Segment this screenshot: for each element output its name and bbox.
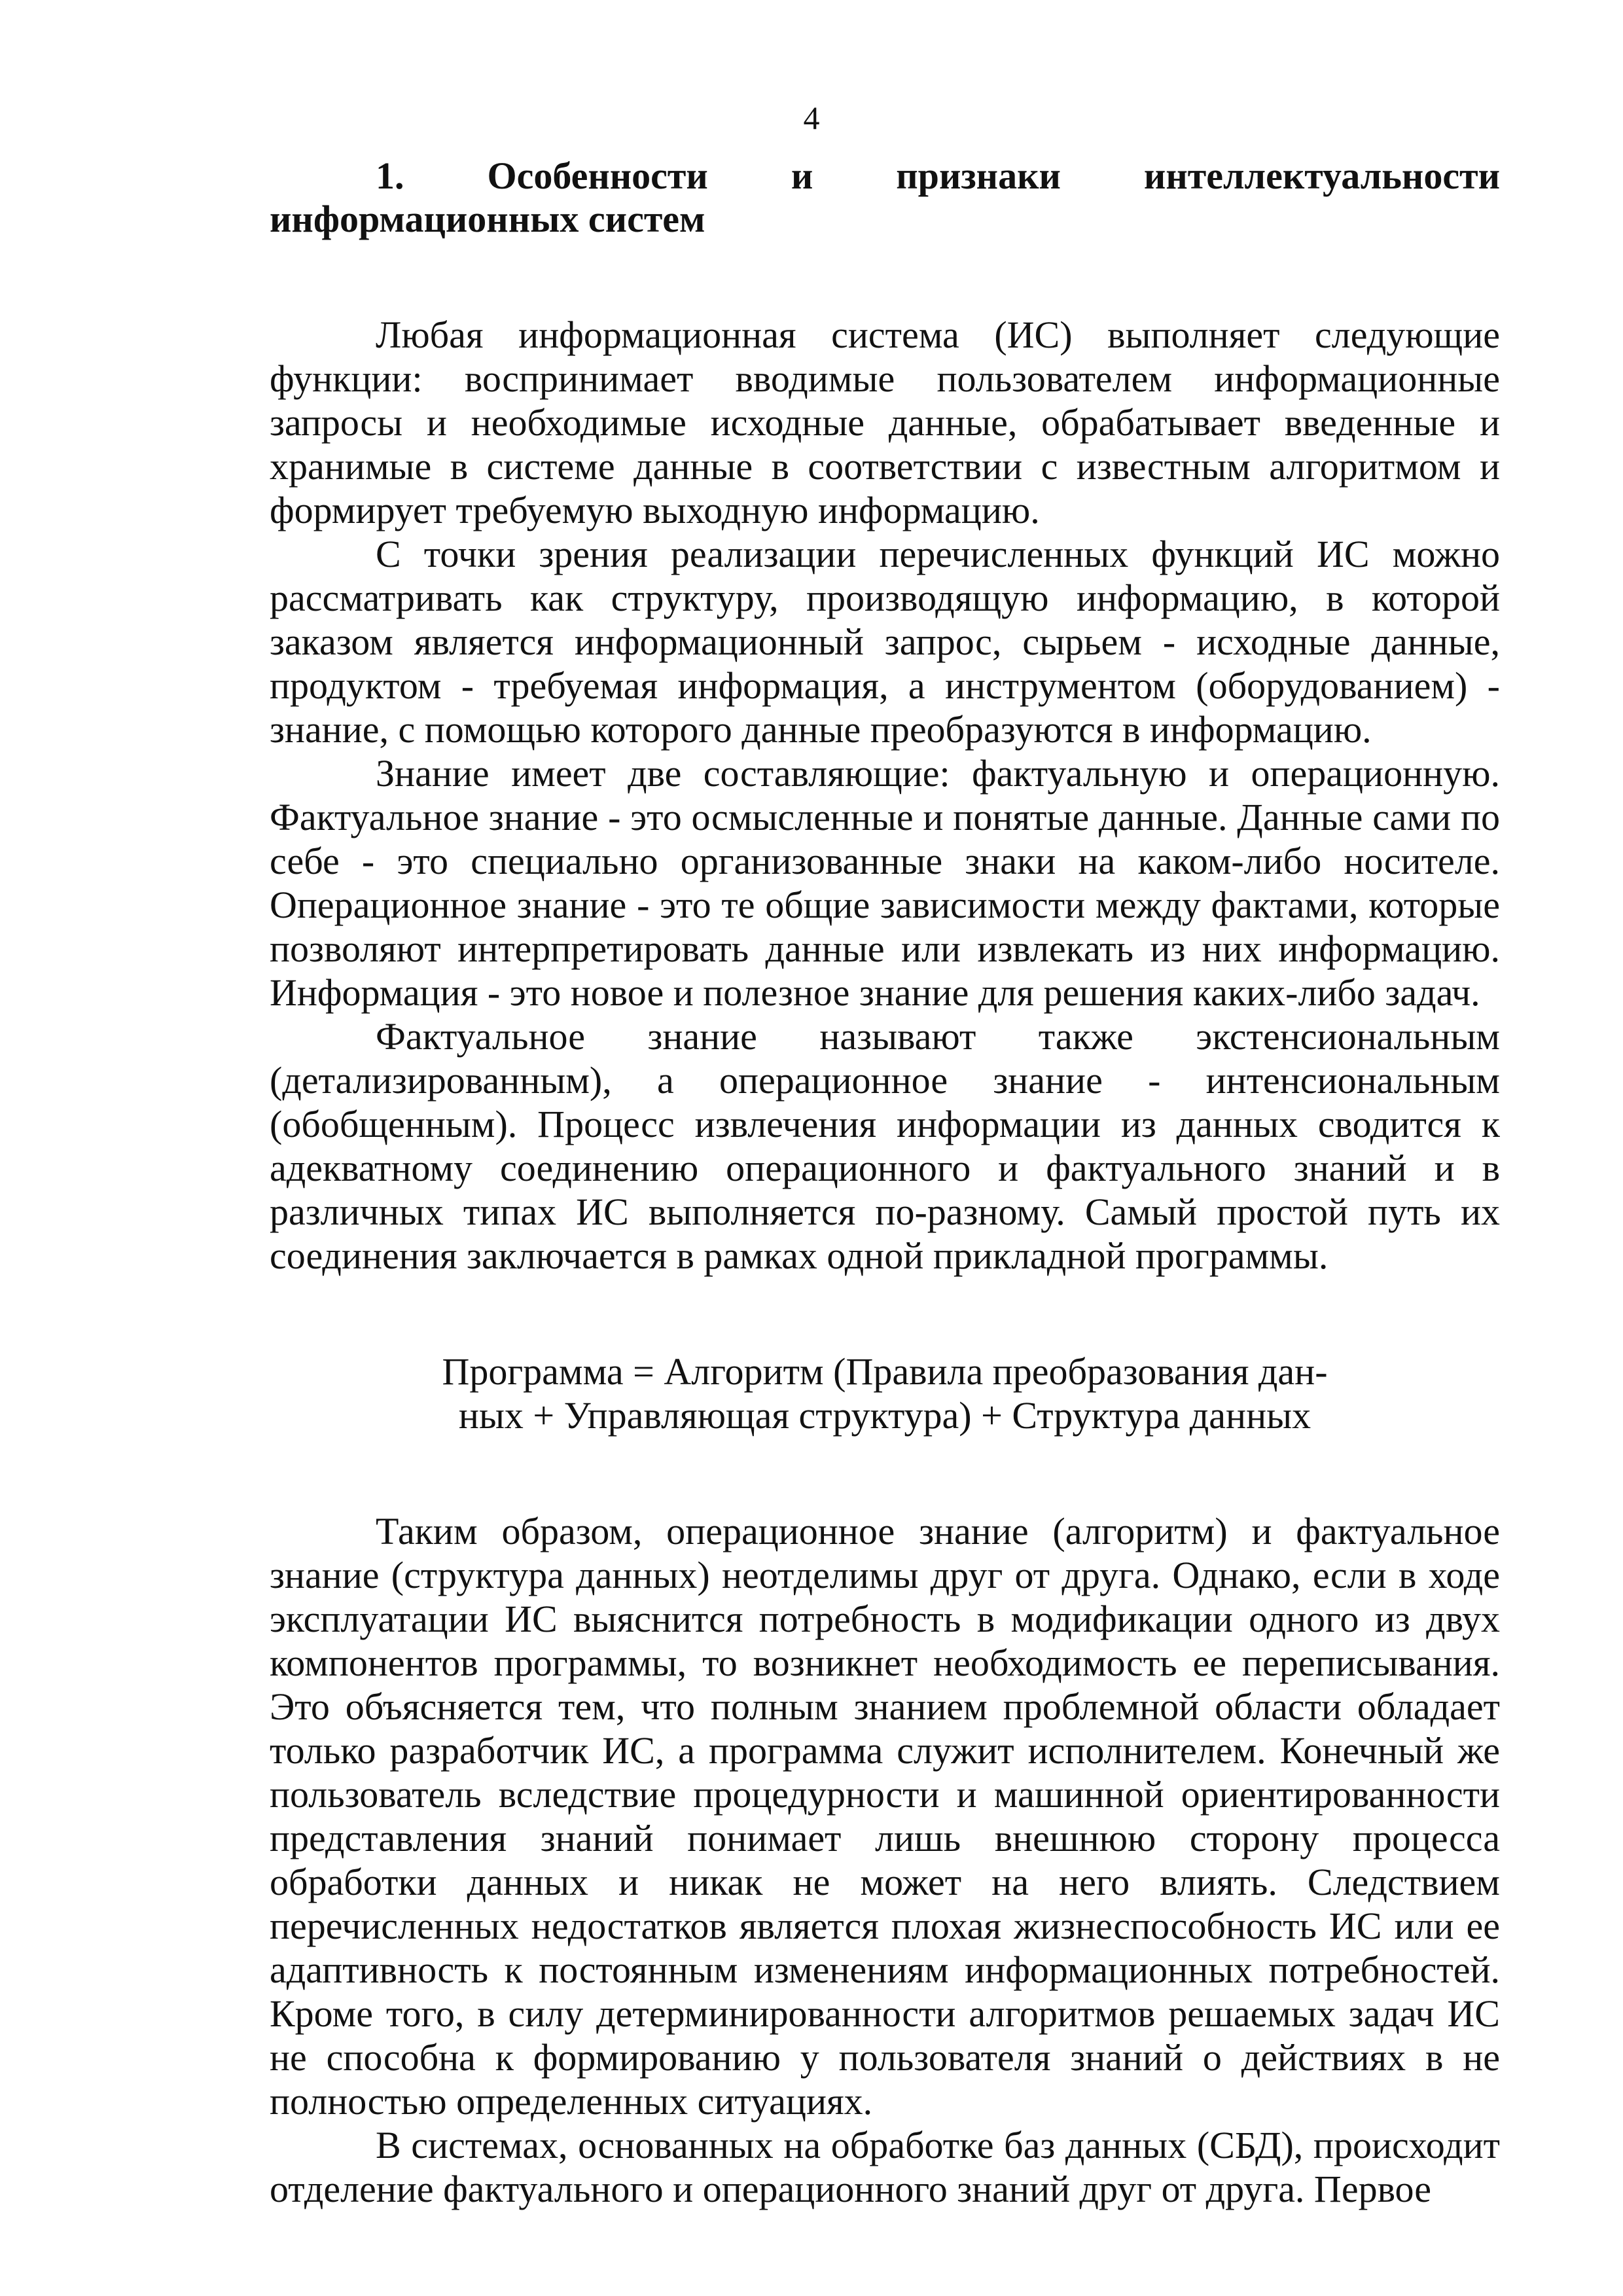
paragraph-inseparable-knowledge: Таким образом, операционное знание (алгоритм) и фактуальное знание (структура данных) неотделимы друг от друга. Однако, если в ходе эксплуатации ИС выяснится потребность в модификации одного из двух компонентов программы, то возникнет необходимость ее переписывания. Это объясняется тем, что полным знанием проблемной области обладает только разработчик ИС, а программа служит исполнителем. Конечный же пользователь вследствие процедурности и машинной ориентированности представления знаний понимает лишь внешнюю сторону процесса обработки данных и никак не может на него влиять. Следствием перечисленных недостатков является плохая жизнеспособность ИС или ее адаптивность к постоянным изменениям информационных потребностей. Кроме того, в силу детерминированности алгоритмов решаемых задач ИС не способна к формированию у пользователя знаний о действиях в не полностью определенных ситуациях. [270,1510,1500,2123]
paragraph-knowledge-components: Знание имеет две составляющие: фактуальную и операционную. Фактуальное знание - это осмысленные и понятые данные. Данные сами по себе - это специально организованные знаки на каком-либо носителе. Операционное знание - это те общие зависимости между фактами, которые позволяют интерпретировать данные или извлекать из них информацию. Информация - это новое и полезное знание для решения каких-либо задач. [270,752,1500,1014]
formula-line-2: ных + Управляющая структура) + Структура данных [458,1394,1311,1437]
page-number: 4 [803,99,820,136]
paragraph-is-functions: Любая информационная система (ИС) выполняет следующие функции: воспринимает вводимые пользователем информационные запросы и необходимые исходные данные, обрабатывает введенные и хранимые в системе данные в соответствии с известным алгоритмом и формирует требуемую выходную информацию. [270,314,1500,531]
paragraph-database-systems: В системах, основанных на обработке баз данных (СБД), происходит отделение фактуального и операционного знаний друг от друга. Первое [270,2124,1500,2210]
paragraph-is-structure: С точки зрения реализации перечисленных функций ИС можно рассматривать как структуру, производящую информацию, в которой заказом является информационный запрос, сырьем - исходные данные, продуктом - требуемая информация, а инструментом (оборудованием) - знание, с помощью которого данные преобразуются в информацию. [270,533,1500,751]
program-formula [270,1350,1500,1437]
page-content [270,154,1500,2211]
paragraph-extensional-knowledge: Фактуальное знание называют также экстенсиональным (детализированным), а операционное знание - интенсиональным (обобщенным). Процесс извлечения информации из данных сводится к адекватному соединению операционного и фактуального знаний и в различных типах ИС выполняется по-разному. Самый простой путь их соединения заключается в рамках одной прикладной программы. [270,1015,1500,1277]
formula-line-1: Программа = Алгоритм (Правила преобразования дан- [442,1350,1328,1393]
section-heading: 1. Особенности и признаки интеллектуальности информационных систем [270,154,1500,240]
